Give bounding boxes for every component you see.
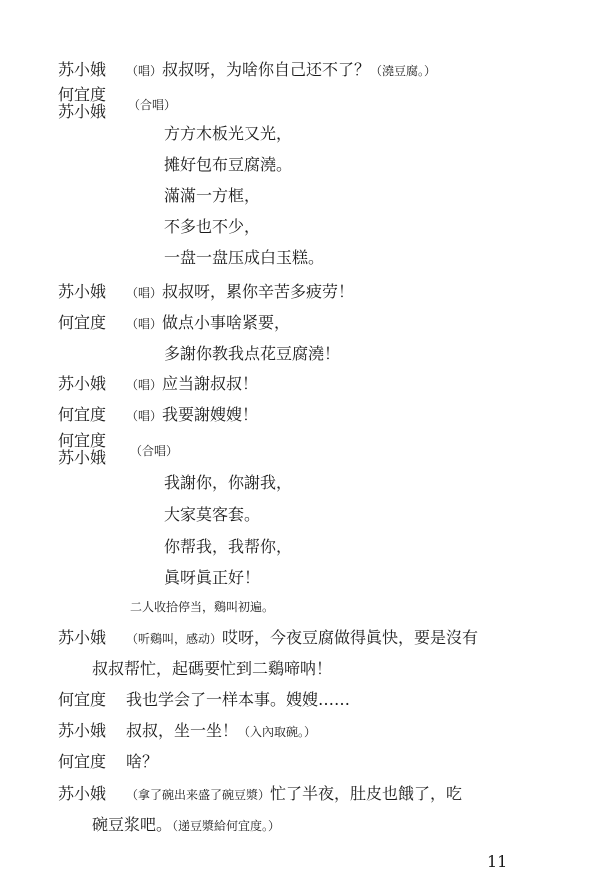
dialogue-text: 我也学会了一样本事。嫂嫂……: [126, 690, 351, 709]
dialogue-continuation: [92, 815, 280, 836]
speaker-name: 苏小娥: [58, 784, 107, 803]
dialogue-line: [58, 60, 559, 81]
stage-direction: （合唱）: [128, 98, 177, 112]
stage-direction: （唱）: [126, 409, 163, 423]
speaker-group: [58, 432, 106, 466]
stage-direction: （入內取碗。）: [238, 725, 317, 739]
dialogue-text: 我要謝嫂嫂！: [162, 405, 259, 424]
speaker-name: 何宜度: [58, 431, 107, 450]
dialogue-text: 哎呀，今夜豆腐做得眞快，要是沒有: [222, 628, 479, 647]
dialogue-line: [58, 282, 559, 303]
verse-line: 你帮我，我帮你，: [164, 537, 293, 556]
speaker-name: 何宜度: [58, 405, 107, 424]
speaker-name: 何宜度: [58, 690, 107, 709]
dialogue-line: [58, 628, 559, 649]
speaker-name: 苏小娥: [58, 60, 107, 79]
dialogue-line: [58, 690, 559, 710]
dialogue-text: 应当謝叔叔！: [162, 374, 259, 393]
stage-direction: （听鷄叫，感动）: [126, 632, 223, 646]
verse-line: 眞呀眞正好！: [164, 568, 261, 587]
dialogue-text: 叔叔，坐一坐！: [126, 721, 239, 740]
speaker-name: 何宜度: [58, 752, 107, 771]
speaker-name: 苏小娥: [58, 102, 107, 121]
verse-line: 不多也不少，: [164, 217, 261, 236]
stage-direction: （唱）: [126, 378, 163, 392]
speaker-name: 苏小娥: [58, 282, 107, 301]
dialogue-line: [58, 374, 559, 395]
dialogue-line: [58, 405, 559, 426]
verse-line: 我謝你，你謝我，: [164, 473, 293, 492]
dialogue-text: 啥？: [126, 752, 159, 771]
dialogue-text: 做点小事啥紧要，: [162, 313, 291, 332]
verse-line: 大家莫客套。: [164, 505, 261, 524]
dialogue-text: 碗豆浆吧。: [92, 815, 173, 834]
dialogue-line: [58, 313, 559, 334]
speaker-name: 苏小娥: [58, 448, 107, 467]
dialogue-text: 叔叔呀，累你辛苦多疲劳！: [162, 282, 355, 301]
dialogue-line: [58, 752, 559, 772]
speaker-name: 苏小娥: [58, 628, 107, 647]
verse-line: 一盘一盘压成白玉糕。: [164, 248, 325, 267]
stage-direction: （唱）: [126, 286, 163, 300]
speaker-name: 何宜度: [58, 85, 107, 104]
speaker-name: 苏小娥: [58, 721, 107, 740]
stage-direction: （拿了碗出来盛了碗豆漿）: [126, 788, 271, 802]
dialogue-line: [58, 721, 559, 742]
verse-line: 摊好包布豆腐澆。: [164, 155, 293, 174]
speaker-name: 何宜度: [58, 313, 107, 332]
stage-direction: （合唱）: [130, 444, 179, 458]
stage-note: 二人收拾停当，鷄叫初遍。: [130, 600, 275, 614]
dialogue-text: 忙了半夜，肚皮也餓了，吃: [270, 784, 463, 803]
stage-direction: （澆豆腐。）: [370, 64, 437, 78]
verse-line: 滿滿一方框，: [164, 186, 261, 205]
stage-direction: （递豆漿給何宜度。）: [172, 819, 281, 833]
page-number: 11: [487, 852, 508, 871]
dialogue-line: [58, 784, 559, 805]
verse-line: 方方木板光又光，: [164, 124, 293, 143]
dialogue-text: 叔叔呀，为啥你自己还不了？: [162, 60, 371, 79]
dialogue-continuation: 多謝你教我点花豆腐澆！: [164, 344, 341, 363]
speaker-group: [58, 86, 106, 120]
stage-direction: （唱）: [126, 64, 163, 78]
speaker-name: 苏小娥: [58, 374, 107, 393]
dialogue-continuation: 叔叔帮忙，起碼要忙到二鷄啼呐！: [92, 659, 333, 678]
stage-direction: （唱）: [126, 317, 163, 331]
